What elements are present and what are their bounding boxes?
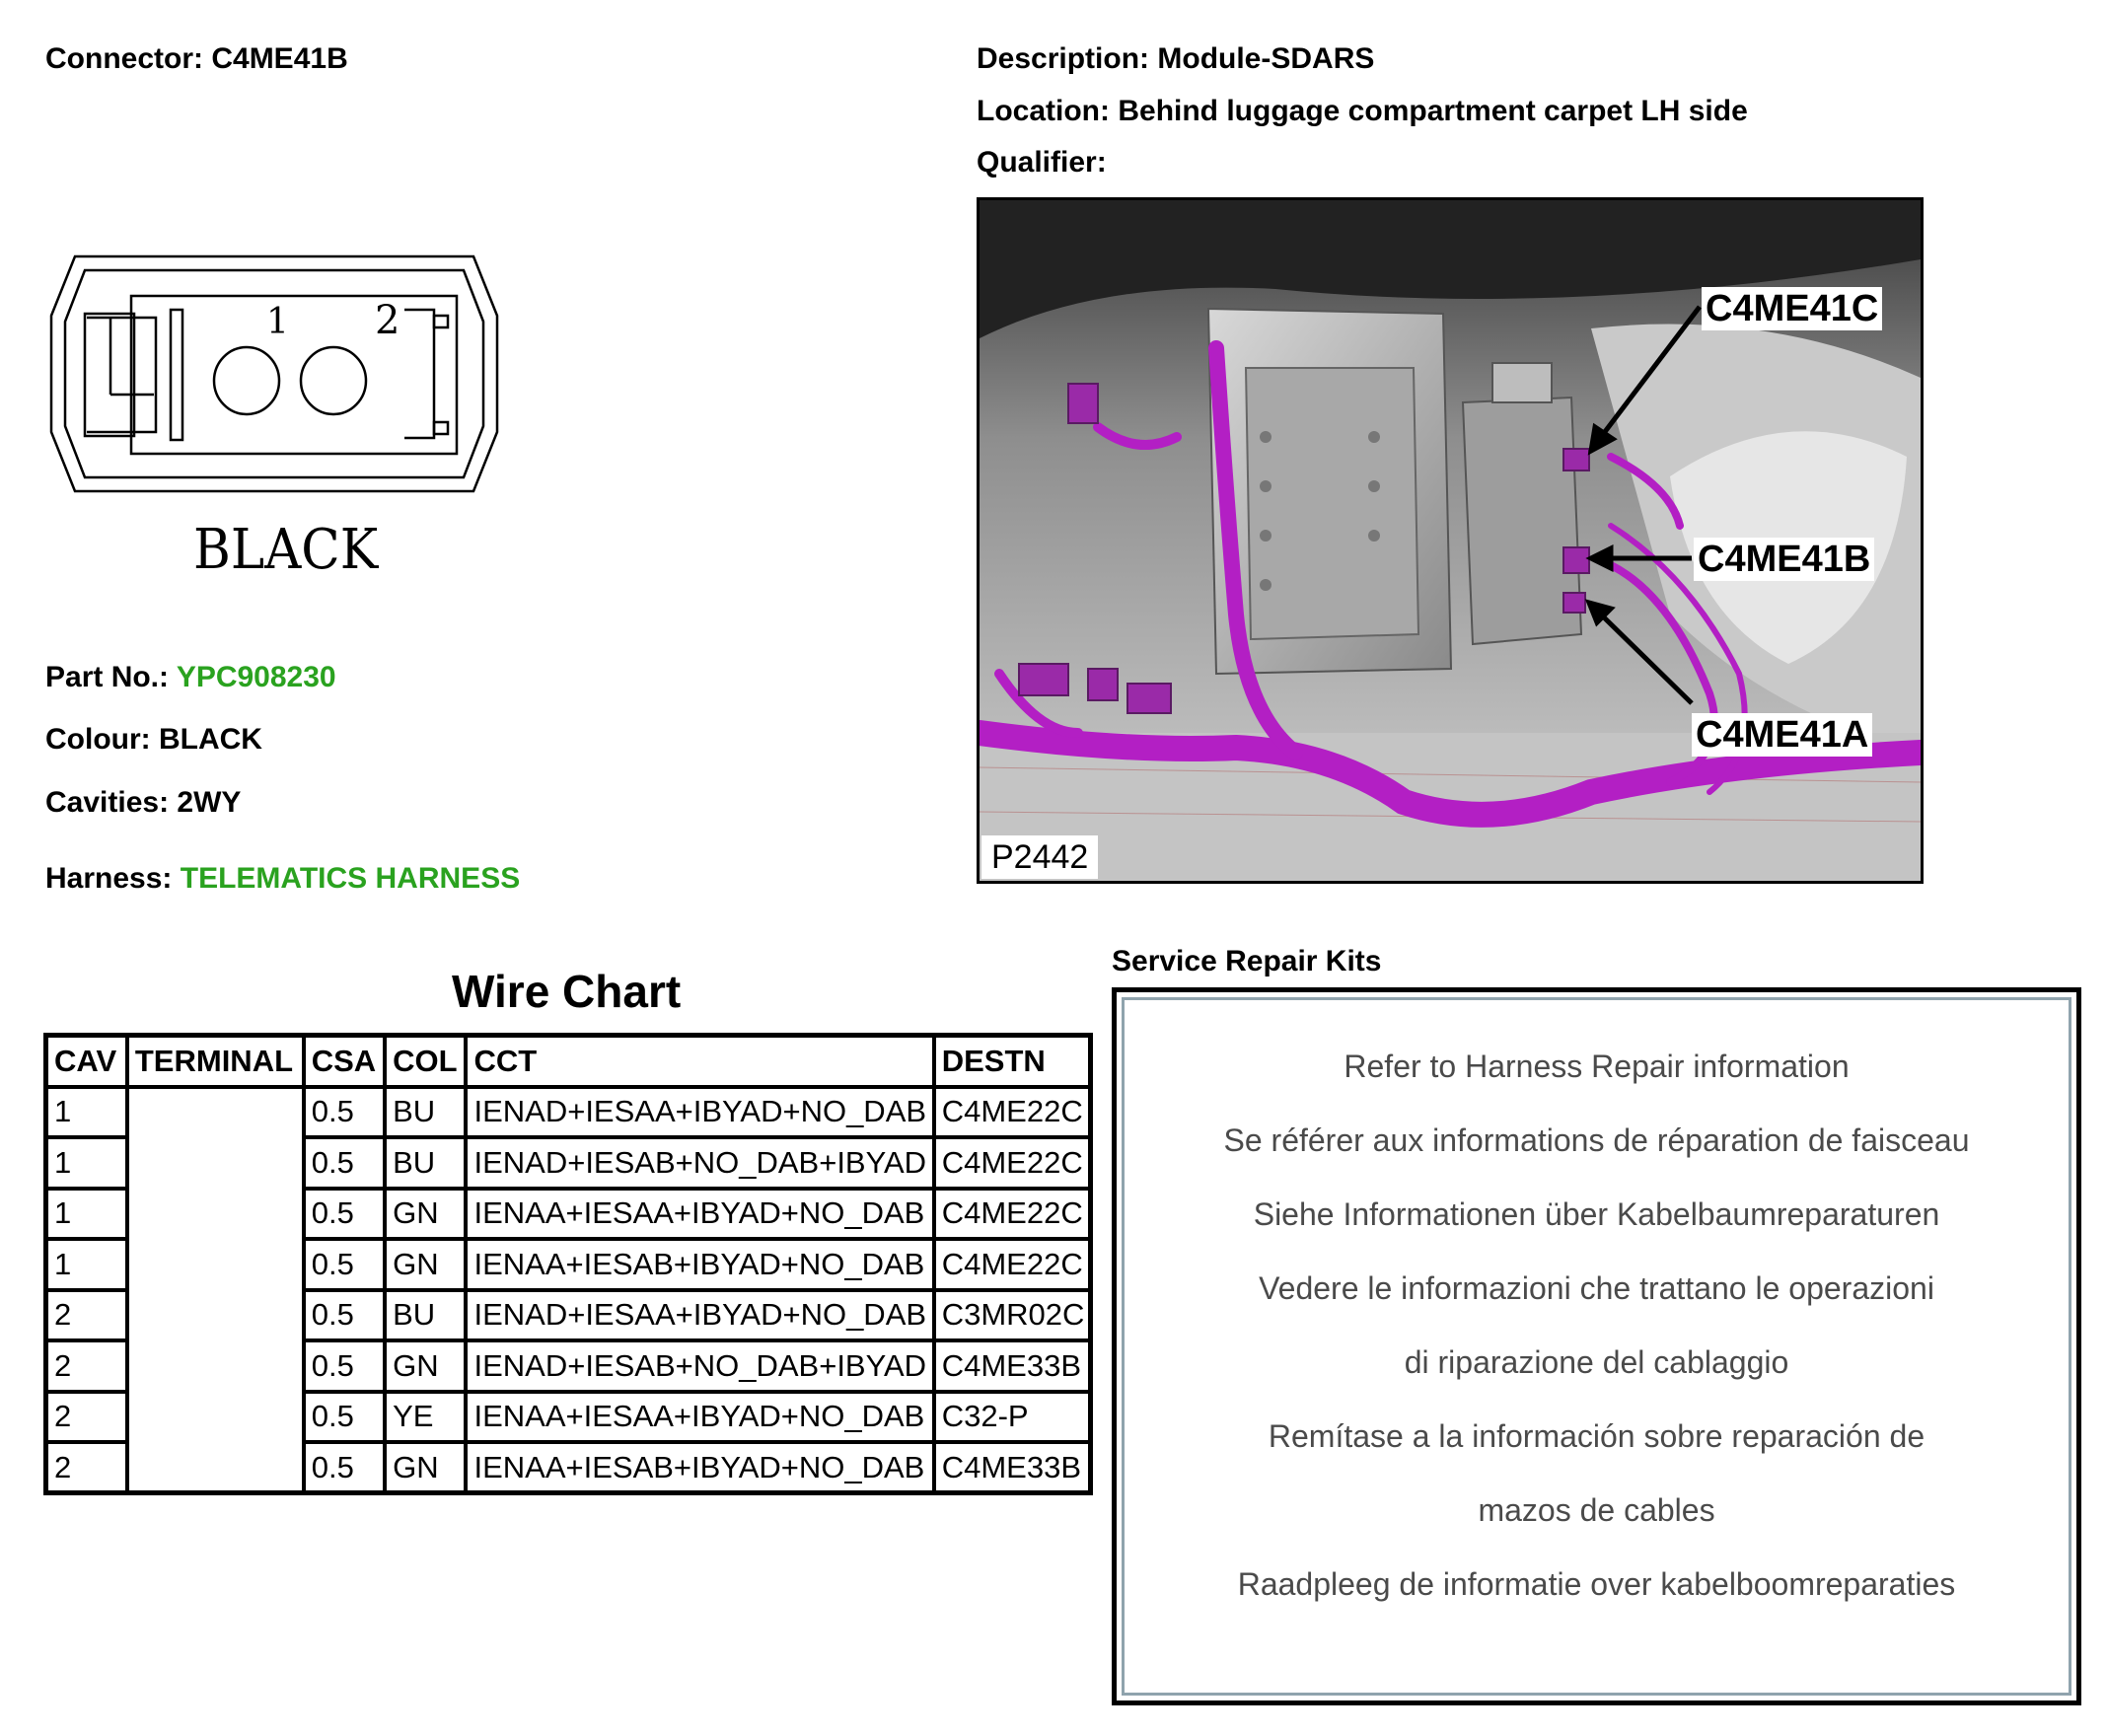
pin-label-2: 2 bbox=[375, 298, 400, 343]
part-no-field bbox=[45, 661, 336, 694]
cell-cct: IENAD+IESAB+NO_DAB+IBYAD bbox=[466, 1137, 933, 1189]
description-value: Module-SDARS bbox=[1157, 42, 1375, 75]
kits-line-es-2: mazos de cables bbox=[1478, 1492, 1715, 1528]
callout-c4me41a: C4ME41A bbox=[1692, 713, 1872, 757]
service-repair-kits-title: Service Repair Kits bbox=[1112, 945, 1382, 977]
cell-cct: IENAD+IESAB+NO_DAB+IBYAD bbox=[466, 1340, 933, 1392]
cell-col: GN bbox=[385, 1340, 466, 1392]
callout-c4me41b: C4ME41B bbox=[1694, 538, 1874, 581]
cell-cav: 2 bbox=[46, 1340, 127, 1392]
cell-terminal bbox=[127, 1087, 304, 1493]
photo-main-module-face bbox=[1246, 368, 1418, 639]
colour-label: Colour: bbox=[45, 723, 151, 756]
cell-cct: IENAA+IESAB+IBYAD+NO_DAB bbox=[466, 1239, 933, 1290]
cell-col: BU bbox=[385, 1087, 466, 1138]
cell-cav: 1 bbox=[46, 1087, 127, 1138]
cell-cct: IENAA+IESAA+IBYAD+NO_DAB bbox=[466, 1392, 933, 1443]
photo-connector-lower-left-1 bbox=[1019, 664, 1068, 695]
cell-cav: 1 bbox=[46, 1189, 127, 1240]
cell-col: BU bbox=[385, 1290, 466, 1341]
qualifier-label: Qualifier: bbox=[977, 146, 1107, 179]
connector-rib bbox=[171, 310, 182, 440]
cell-csa: 0.5 bbox=[304, 1087, 385, 1138]
photo-connector-upper-left bbox=[1068, 384, 1098, 423]
connector-value: C4ME41B bbox=[211, 42, 348, 75]
cell-cct: IENAA+IESAA+IBYAD+NO_DAB bbox=[466, 1189, 933, 1240]
cavities-label: Cavities: bbox=[45, 786, 170, 819]
col-header-csa: CSA bbox=[304, 1036, 385, 1087]
part-no-label: Part No.: bbox=[45, 661, 170, 693]
photo-sdars-bracket bbox=[1492, 363, 1552, 402]
photo-connector-c bbox=[1563, 449, 1589, 470]
connector-latch-frame bbox=[87, 318, 156, 432]
cell-destn: C4ME33B bbox=[934, 1340, 1091, 1392]
cell-col: GN bbox=[385, 1442, 466, 1493]
photo-connector-lower-left-2 bbox=[1088, 669, 1118, 700]
photo-connector-a bbox=[1563, 593, 1585, 613]
col-header-col: COL bbox=[385, 1036, 466, 1087]
cell-cct: IENAD+IESAA+IBYAD+NO_DAB bbox=[466, 1087, 933, 1138]
cell-cav: 1 bbox=[46, 1137, 127, 1189]
photo-connector-lower-left-3 bbox=[1127, 684, 1171, 713]
connector-clip-bottom bbox=[434, 422, 448, 434]
cell-csa: 0.5 bbox=[304, 1189, 385, 1240]
cavity-2 bbox=[301, 347, 366, 414]
col-header-cav: CAV bbox=[46, 1036, 127, 1087]
kits-line-de: Siehe Informationen über Kabelbaumreparaturen bbox=[1253, 1196, 1940, 1232]
harness-value: TELEMATICS HARNESS bbox=[180, 862, 521, 895]
cell-cav: 2 bbox=[46, 1392, 127, 1443]
description-label: Description: bbox=[977, 42, 1150, 75]
wire-chart-row bbox=[46, 1087, 1091, 1138]
cell-destn: C3MR02C bbox=[934, 1290, 1091, 1341]
cell-col: GN bbox=[385, 1239, 466, 1290]
cell-col: YE bbox=[385, 1392, 466, 1443]
kits-line-it-1: Vedere le informazioni che trattano le operazioni bbox=[1259, 1270, 1934, 1306]
harness-label: Harness: bbox=[45, 862, 173, 895]
cell-destn: C4ME22C bbox=[934, 1137, 1091, 1189]
connector-label: Connector: bbox=[45, 42, 203, 75]
colour-field bbox=[45, 723, 262, 757]
kits-line-es-1: Remítase a la información sobre reparación de bbox=[1268, 1418, 1925, 1454]
wire-chart-table bbox=[43, 1033, 1093, 1495]
location-value: Behind luggage compartment carpet LH side bbox=[1118, 95, 1748, 127]
cell-cct: IENAD+IESAA+IBYAD+NO_DAB bbox=[466, 1290, 933, 1341]
location-label: Location: bbox=[977, 95, 1110, 127]
cell-cav: 2 bbox=[46, 1290, 127, 1341]
description-field bbox=[977, 42, 1374, 76]
service-repair-kits-inner bbox=[1122, 997, 2071, 1696]
cell-destn: C4ME22C bbox=[934, 1087, 1091, 1138]
cavities-value: 2WY bbox=[177, 786, 242, 819]
cell-csa: 0.5 bbox=[304, 1340, 385, 1392]
col-header-cct: CCT bbox=[466, 1036, 933, 1087]
photo-connector-b bbox=[1563, 547, 1589, 573]
cell-csa: 0.5 bbox=[304, 1137, 385, 1189]
wire-chart-title: Wire Chart bbox=[452, 966, 682, 1017]
cell-csa: 0.5 bbox=[304, 1239, 385, 1290]
connector-clip-top bbox=[434, 316, 448, 327]
cavities-field bbox=[45, 786, 241, 820]
col-header-destn: DESTN bbox=[934, 1036, 1091, 1087]
kits-line-nl: Raadpleeg de informatie over kabelboomreparaties bbox=[1237, 1566, 1956, 1602]
wire-chart-header-row bbox=[46, 1036, 1091, 1087]
kits-line-en: Refer to Harness Repair information bbox=[1344, 1049, 1850, 1084]
cell-cav: 2 bbox=[46, 1442, 127, 1493]
cell-destn: C4ME22C bbox=[934, 1239, 1091, 1290]
colour-value: BLACK bbox=[158, 723, 262, 756]
pin-label-1: 1 bbox=[266, 302, 289, 342]
cell-col: GN bbox=[385, 1189, 466, 1240]
connector-field bbox=[45, 42, 348, 76]
cavity-1 bbox=[214, 347, 279, 414]
kits-line-it-2: di riparazione del cablaggio bbox=[1404, 1344, 1789, 1380]
cell-destn: C4ME33B bbox=[934, 1442, 1091, 1493]
location-field bbox=[977, 95, 1748, 128]
connector-body bbox=[131, 296, 457, 454]
wire-chart-body bbox=[46, 1087, 1091, 1493]
harness-field bbox=[45, 862, 520, 896]
cell-destn: C32-P bbox=[934, 1392, 1091, 1443]
cell-cav: 1 bbox=[46, 1239, 127, 1290]
cell-destn: C4ME22C bbox=[934, 1189, 1091, 1240]
connector-right-bracket bbox=[404, 310, 434, 438]
cell-csa: 0.5 bbox=[304, 1442, 385, 1493]
photo-reference: P2442 bbox=[981, 835, 1098, 879]
connector-outline-outer bbox=[51, 256, 497, 491]
kits-line-fr: Se référer aux informations de réparation de faisceau bbox=[1223, 1122, 1970, 1158]
callout-c4me41c: C4ME41C bbox=[1702, 287, 1882, 330]
service-repair-kits-box bbox=[1112, 987, 2081, 1705]
cell-cct: IENAA+IESAB+IBYAD+NO_DAB bbox=[466, 1442, 933, 1493]
cell-csa: 0.5 bbox=[304, 1392, 385, 1443]
col-header-terminal: TERMINAL bbox=[127, 1036, 304, 1087]
cell-csa: 0.5 bbox=[304, 1290, 385, 1341]
connector-colour-caption: BLACK bbox=[193, 518, 379, 582]
cell-col: BU bbox=[385, 1137, 466, 1189]
qualifier-field bbox=[977, 146, 1107, 180]
connector-face-diagram bbox=[47, 253, 501, 495]
part-no-value: YPC908230 bbox=[176, 661, 336, 693]
location-photo bbox=[977, 197, 1924, 884]
